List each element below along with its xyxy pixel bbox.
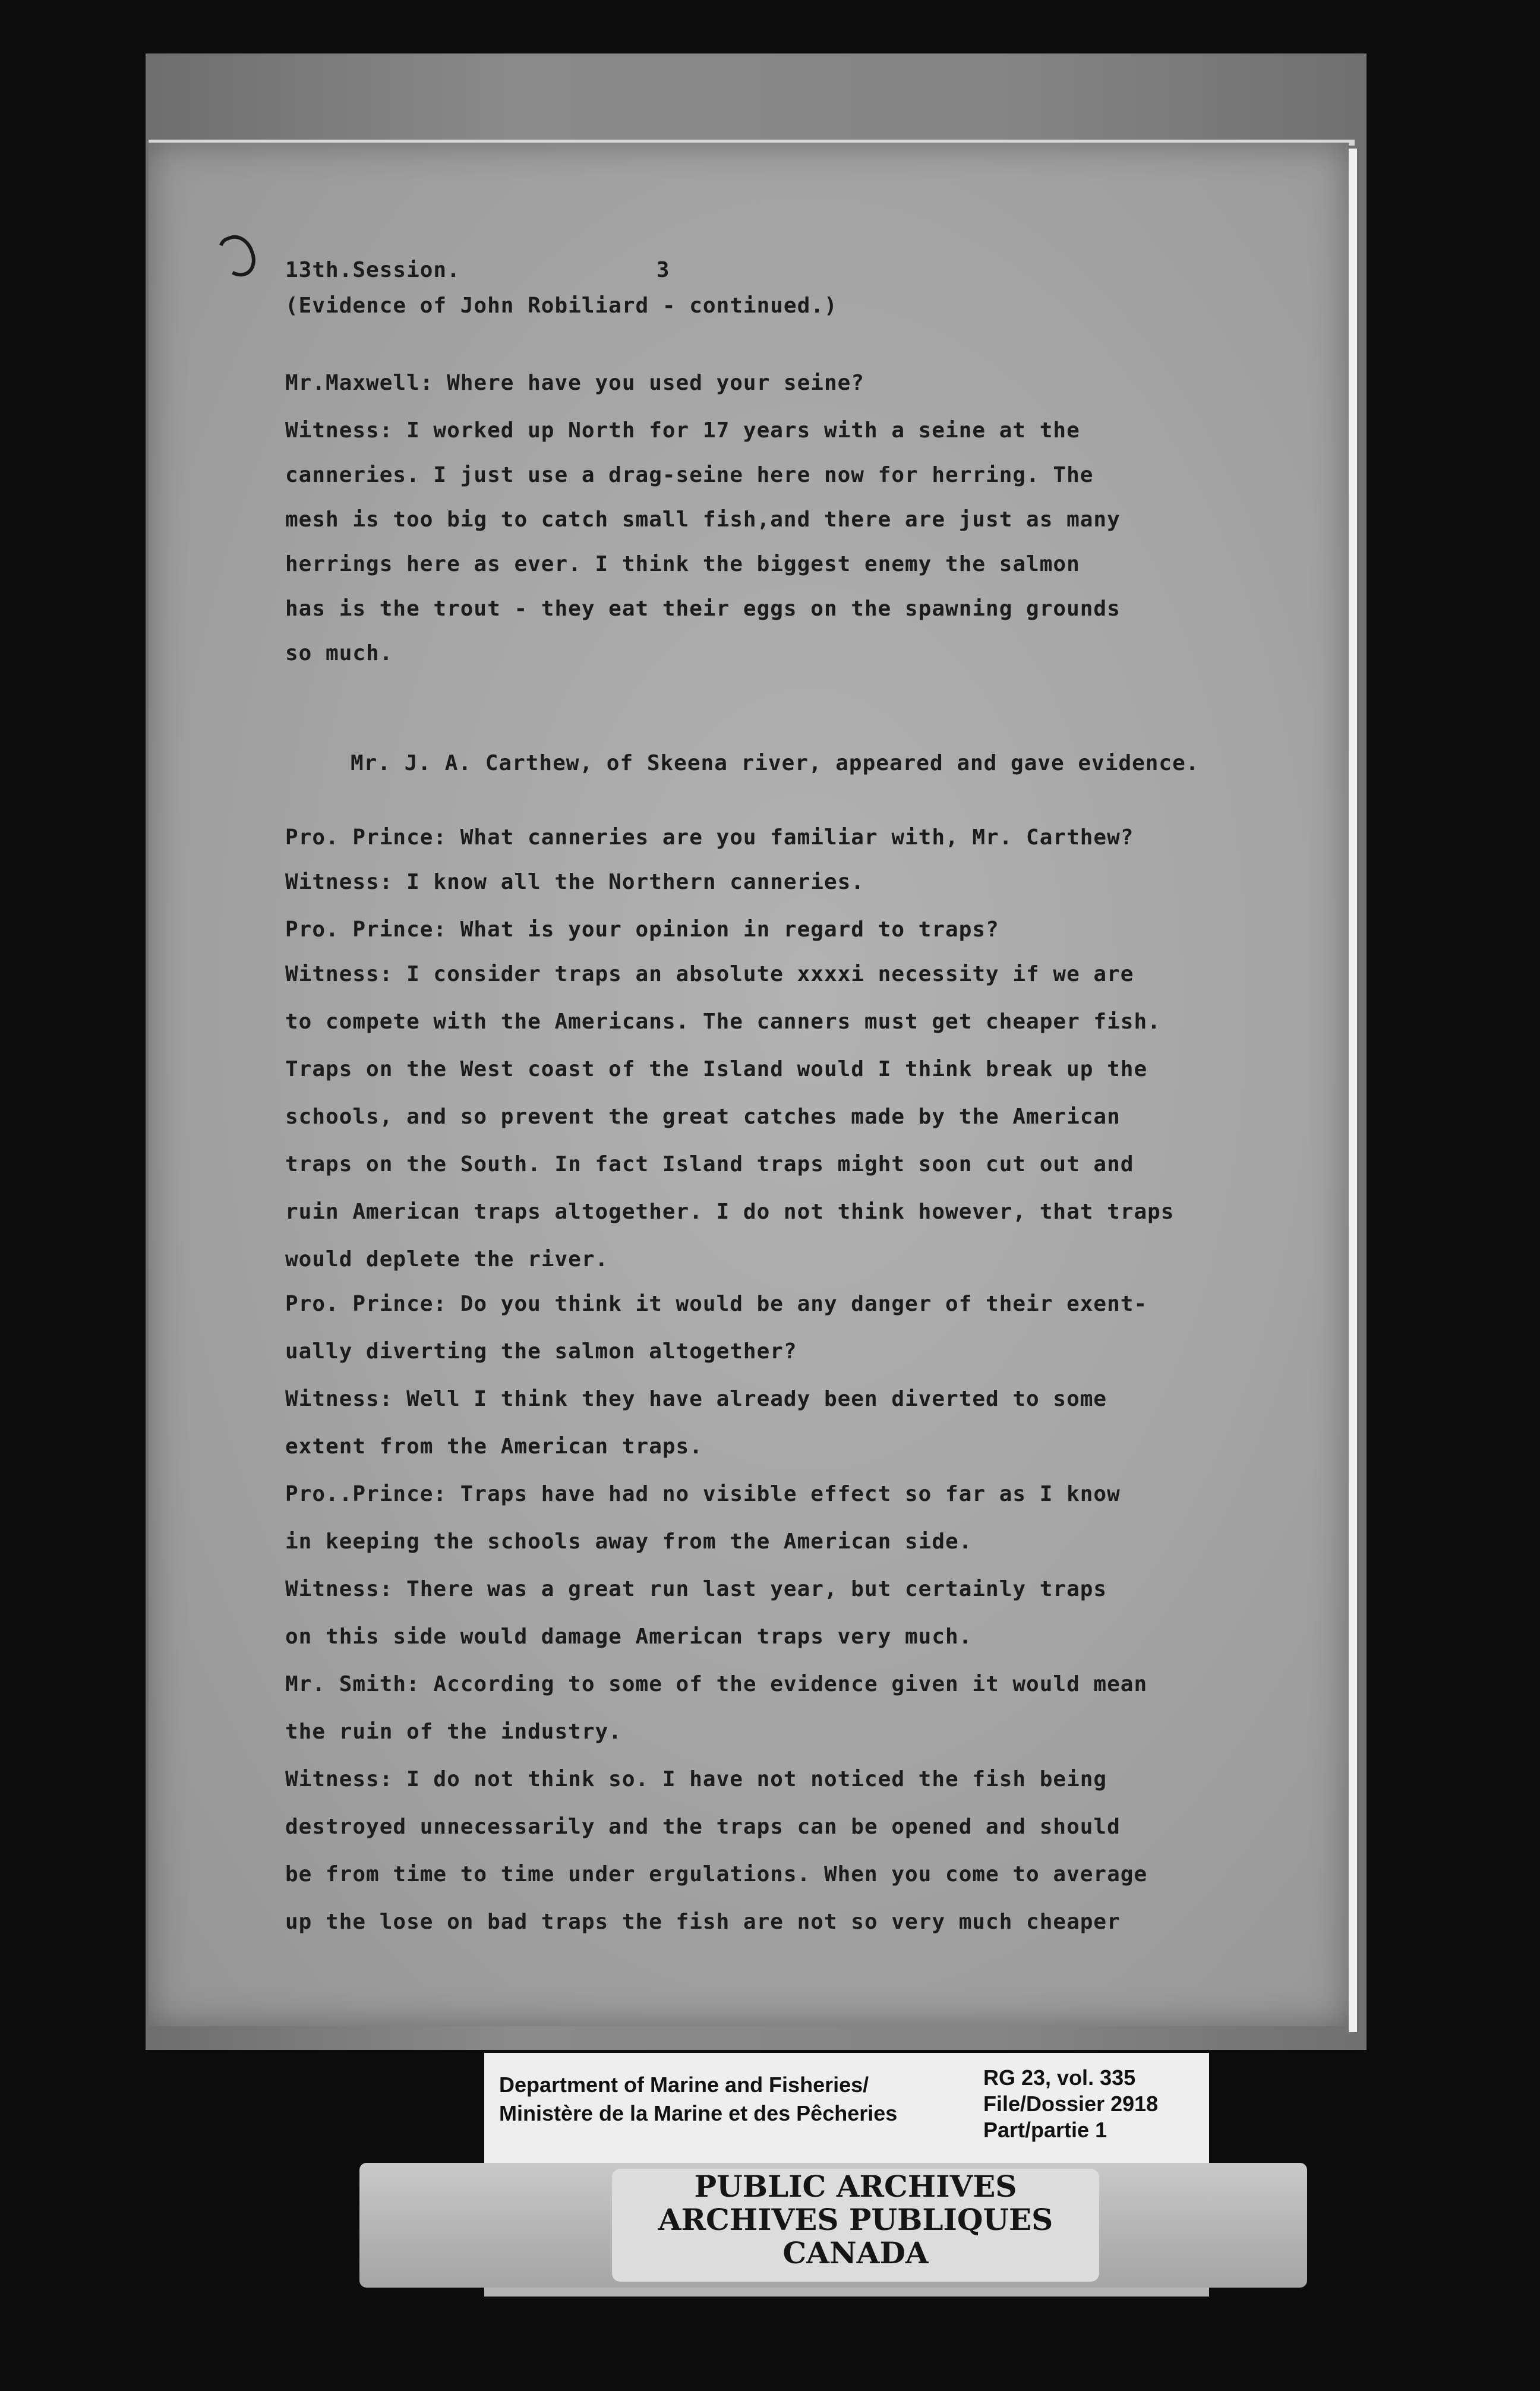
file-number: File/Dossier 2918 — [983, 2092, 1159, 2116]
archive-reference-label — [484, 2053, 1209, 2172]
evidence-subtitle: (Evidence of John Robiliard - continued.) — [285, 294, 838, 318]
archives-stamp-text — [612, 2170, 1099, 2270]
text-line: Traps on the West coast of the Island would I think break up the — [285, 1057, 1148, 1081]
department-english: Department of Marine and Fisheries/ — [499, 2073, 869, 2097]
reference-block — [983, 2065, 1158, 2143]
text-line: Witness: I know all the Northern canneries. — [285, 870, 864, 894]
text-line: Witness: There was a great run last year, but certainly traps — [285, 1577, 1107, 1601]
text-line: destroyed unnecessarily and the traps can be opened and should — [285, 1815, 1121, 1839]
record-group: RG 23, vol. 335 — [983, 2065, 1136, 2090]
text-line: Witness: I worked up North for 17 years with a seine at the — [285, 418, 1080, 443]
text-line: ruin American traps altogether. I do not think however, that traps — [285, 1200, 1175, 1224]
text-line: Pro. Prince: What canneries are you familiar with, Mr. Carthew? — [285, 825, 1134, 850]
text-line: on this side would damage American traps very much. — [285, 1625, 973, 1649]
text-line: Pro. Prince: What is your opinion in regard to traps? — [285, 917, 999, 942]
session-heading — [285, 253, 670, 288]
stamp-line-2: ARCHIVES PUBLIQUES — [658, 2202, 1053, 2237]
text-line: Witness: I do not think so. I have not noticed the fish being — [285, 1767, 1107, 1791]
text-line: Witness: I consider traps an absolute xxxxi necessity if we are — [285, 962, 1134, 986]
part-number: Part/partie 1 — [983, 2118, 1107, 2142]
text-line: would deplete the river. — [285, 1247, 609, 1272]
text-line: up the lose on bad traps the fish are not so very much cheaper — [285, 1910, 1121, 1934]
text-line: traps on the South. In fact Island traps might soon cut out and — [285, 1152, 1134, 1176]
text-line: in keeping the schools away from the American side. — [285, 1529, 973, 1554]
text-line: Mr. Smith: According to some of the evidence given it would mean — [285, 1672, 1148, 1696]
text-line: ually diverting the salmon altogether? — [285, 1339, 797, 1364]
text-line: Mr.Maxwell: Where have you used your seine? — [285, 371, 864, 395]
text-line: Witness: Well I think they have already been diverted to some — [285, 1387, 1107, 1411]
text-line: Pro. Prince: Do you think it would be any danger of their exent- — [285, 1292, 1148, 1316]
text-line: extent from the American traps. — [285, 1434, 703, 1459]
text-line: schools, and so prevent the great catches made by the American — [285, 1105, 1121, 1129]
witness-intro-line: Mr. J. A. Carthew, of Skeena river, appeared and gave evidence. — [351, 751, 1200, 775]
text-line: herrings here as ever. I think the biggest enemy the salmon — [285, 552, 1080, 576]
session-label: 13th.Session. — [285, 258, 460, 282]
department-french: Ministère de la Marine et des Pêcheries — [499, 2101, 898, 2125]
text-line: mesh is too big to catch small fish,and there are just as many — [285, 507, 1121, 532]
text-line: to compete with the Americans. The canners must get cheaper fish. — [285, 1010, 1161, 1034]
text-line: be from time to time under ergulations. When you come to average — [285, 1862, 1148, 1887]
page-right-edge — [1349, 149, 1357, 2032]
text-line: Pro..Prince: Traps have had no visible effect so far as I know — [285, 1482, 1121, 1506]
stamp-line-3: CANADA — [782, 2235, 929, 2270]
department-block — [499, 2071, 897, 2128]
stamp-line-1: PUBLIC ARCHIVES — [694, 2169, 1017, 2204]
text-line: canneries. I just use a drag-seine here now for herring. The — [285, 463, 1094, 487]
text-line: has is the trout - they eat their eggs on the spawning grounds — [285, 597, 1121, 621]
text-line: so much. — [285, 641, 393, 665]
page-number: 3 — [656, 258, 670, 282]
text-line: the ruin of the industry. — [285, 1720, 622, 1744]
